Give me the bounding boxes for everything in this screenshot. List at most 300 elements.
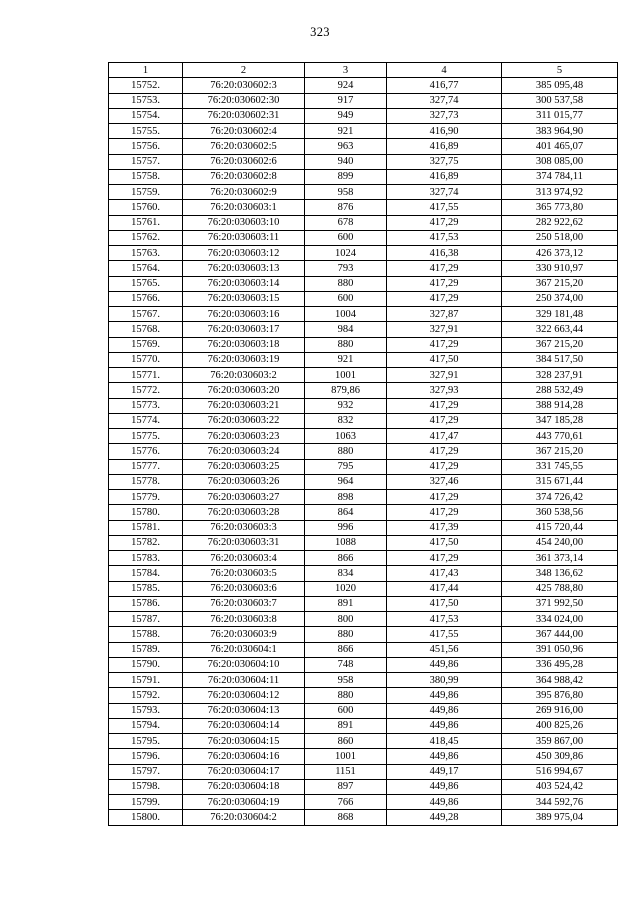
table-cell: 76:20:030603:17: [183, 322, 305, 337]
table-cell: 940: [305, 154, 387, 169]
table-cell: 15800.: [109, 810, 183, 825]
table-cell: 76:20:030603:9: [183, 627, 305, 642]
table-cell: 897: [305, 779, 387, 794]
table-cell: 329 181,48: [502, 307, 618, 322]
table-row: [109, 749, 618, 764]
table-row: [109, 810, 618, 825]
table-cell: 76:20:030603:3: [183, 520, 305, 535]
table-cell: 996: [305, 520, 387, 535]
table-cell: 311 015,77: [502, 108, 618, 123]
table-cell: 449,86: [387, 657, 502, 672]
table-cell: 800: [305, 612, 387, 627]
column-header: 3: [305, 63, 387, 78]
page-number: 323: [310, 25, 330, 39]
table-cell: 76:20:030603:28: [183, 505, 305, 520]
table-cell: 417,55: [387, 627, 502, 642]
table-cell: 15793.: [109, 703, 183, 718]
table-cell: 322 663,44: [502, 322, 618, 337]
table-cell: 449,86: [387, 703, 502, 718]
table-cell: 876: [305, 200, 387, 215]
table-cell: 1004: [305, 307, 387, 322]
table-cell: 15765.: [109, 276, 183, 291]
table-cell: 327,87: [387, 307, 502, 322]
table-cell: 15792.: [109, 688, 183, 703]
table-cell: 832: [305, 413, 387, 428]
table-cell: 76:20:030603:22: [183, 413, 305, 428]
table-cell: 15783.: [109, 551, 183, 566]
table-cell: 866: [305, 642, 387, 657]
table-cell: 417,29: [387, 261, 502, 276]
table-cell: 416,89: [387, 139, 502, 154]
table-cell: 15774.: [109, 413, 183, 428]
table-cell: 76:20:030603:8: [183, 612, 305, 627]
table-cell: 76:20:030602:9: [183, 185, 305, 200]
table-cell: 76:20:030603:26: [183, 474, 305, 489]
table-cell: 15796.: [109, 749, 183, 764]
table-cell: 76:20:030604:19: [183, 795, 305, 810]
table-cell: 15758.: [109, 169, 183, 184]
table-row: [109, 185, 618, 200]
table-cell: 327,93: [387, 383, 502, 398]
table-row: [109, 383, 618, 398]
table-cell: 15760.: [109, 200, 183, 215]
table-cell: 403 524,42: [502, 779, 618, 794]
table-cell: 1001: [305, 368, 387, 383]
table-cell: 449,86: [387, 795, 502, 810]
table-cell: 417,29: [387, 337, 502, 352]
table-cell: 879,86: [305, 383, 387, 398]
table-cell: 401 465,07: [502, 139, 618, 154]
table-cell: 15772.: [109, 383, 183, 398]
table-cell: 76:20:030603:6: [183, 581, 305, 596]
table-cell: 76:20:030604:10: [183, 657, 305, 672]
table-row: [109, 108, 618, 123]
table-cell: 868: [305, 810, 387, 825]
table-cell: 866: [305, 551, 387, 566]
table-cell: 449,28: [387, 810, 502, 825]
column-header: 4: [387, 63, 502, 78]
table-cell: 418,45: [387, 734, 502, 749]
table-cell: 15776.: [109, 444, 183, 459]
table-cell: 328 237,91: [502, 368, 618, 383]
table-row: [109, 276, 618, 291]
table-cell: 250 374,00: [502, 291, 618, 306]
table-cell: 367 215,20: [502, 444, 618, 459]
table-cell: 600: [305, 291, 387, 306]
table-cell: 15777.: [109, 459, 183, 474]
table-row: [109, 734, 618, 749]
table-cell: 15794.: [109, 718, 183, 733]
table-cell: 76:20:030603:27: [183, 490, 305, 505]
table-cell: 15755.: [109, 124, 183, 139]
table-cell: 417,39: [387, 520, 502, 535]
table-cell: 395 876,80: [502, 688, 618, 703]
table-row: [109, 93, 618, 108]
table-cell: 864: [305, 505, 387, 520]
table-cell: 334 024,00: [502, 612, 618, 627]
table-cell: 678: [305, 215, 387, 230]
table-cell: 450 309,86: [502, 749, 618, 764]
table-cell: 924: [305, 78, 387, 93]
table-cell: 76:20:030604:15: [183, 734, 305, 749]
table-row: [109, 291, 618, 306]
table-cell: 984: [305, 322, 387, 337]
table-cell: 454 240,00: [502, 535, 618, 550]
table-cell: 15786.: [109, 596, 183, 611]
table-cell: 15791.: [109, 673, 183, 688]
table-cell: 327,91: [387, 322, 502, 337]
table-row: [109, 596, 618, 611]
table-cell: 899: [305, 169, 387, 184]
table-cell: 76:20:030603:25: [183, 459, 305, 474]
table-row: [109, 627, 618, 642]
table-cell: 963: [305, 139, 387, 154]
table-cell: 360 538,56: [502, 505, 618, 520]
table-cell: 288 532,49: [502, 383, 618, 398]
table-cell: 417,44: [387, 581, 502, 596]
table-cell: 417,29: [387, 551, 502, 566]
table-cell: 15797.: [109, 764, 183, 779]
table-cell: 417,29: [387, 215, 502, 230]
table-cell: 748: [305, 657, 387, 672]
table-cell: 891: [305, 718, 387, 733]
table-cell: 898: [305, 490, 387, 505]
table-cell: 449,86: [387, 779, 502, 794]
table-cell: 76:20:030602:3: [183, 78, 305, 93]
table-cell: 15780.: [109, 505, 183, 520]
table-row: [109, 444, 618, 459]
table-cell: 389 975,04: [502, 810, 618, 825]
column-header: 5: [502, 63, 618, 78]
table-row: [109, 795, 618, 810]
table-cell: 76:20:030604:12: [183, 688, 305, 703]
table-cell: 15752.: [109, 78, 183, 93]
table-cell: 795: [305, 459, 387, 474]
table-body: [109, 78, 618, 825]
table-cell: 15770.: [109, 352, 183, 367]
table-cell: 417,29: [387, 459, 502, 474]
table-cell: 76:20:030603:10: [183, 215, 305, 230]
table-cell: 15768.: [109, 322, 183, 337]
table-cell: 516 994,67: [502, 764, 618, 779]
table-row: [109, 505, 618, 520]
table-cell: 880: [305, 627, 387, 642]
table-cell: 250 518,00: [502, 230, 618, 245]
table-row: [109, 688, 618, 703]
table-cell: 417,29: [387, 444, 502, 459]
table-cell: 391 050,96: [502, 642, 618, 657]
table-cell: 417,29: [387, 291, 502, 306]
table-cell: 344 592,76: [502, 795, 618, 810]
table-row: [109, 261, 618, 276]
table-cell: 76:20:030602:4: [183, 124, 305, 139]
table-row: [109, 246, 618, 261]
table-cell: 417,29: [387, 398, 502, 413]
table-row: [109, 398, 618, 413]
table-cell: 76:20:030603:21: [183, 398, 305, 413]
table-cell: 416,89: [387, 169, 502, 184]
table-cell: 76:20:030602:30: [183, 93, 305, 108]
table-cell: 860: [305, 734, 387, 749]
table-cell: 15761.: [109, 215, 183, 230]
table-row: [109, 307, 618, 322]
table-row: [109, 642, 618, 657]
table-row: [109, 124, 618, 139]
table-cell: 15790.: [109, 657, 183, 672]
table-cell: 417,29: [387, 413, 502, 428]
table-cell: 416,77: [387, 78, 502, 93]
table-cell: 15789.: [109, 642, 183, 657]
table-cell: 327,91: [387, 368, 502, 383]
table-cell: 425 788,80: [502, 581, 618, 596]
table-cell: 76:20:030602:31: [183, 108, 305, 123]
table-cell: 891: [305, 596, 387, 611]
table-cell: 417,29: [387, 490, 502, 505]
column-header: 1: [109, 63, 183, 78]
table-cell: 600: [305, 230, 387, 245]
table-row: [109, 169, 618, 184]
table-row: [109, 673, 618, 688]
table-cell: 15775.: [109, 429, 183, 444]
table-cell: 76:20:030604:11: [183, 673, 305, 688]
table-cell: 15788.: [109, 627, 183, 642]
table-cell: 282 922,62: [502, 215, 618, 230]
table-cell: 15773.: [109, 398, 183, 413]
table-cell: 15753.: [109, 93, 183, 108]
table-cell: 76:20:030602:5: [183, 139, 305, 154]
table-cell: 415 720,44: [502, 520, 618, 535]
table-cell: 76:20:030604:1: [183, 642, 305, 657]
table-cell: 15778.: [109, 474, 183, 489]
table-cell: 365 773,80: [502, 200, 618, 215]
table-row: [109, 139, 618, 154]
table-cell: 958: [305, 185, 387, 200]
table-cell: 766: [305, 795, 387, 810]
cadastral-value-table: [108, 62, 618, 826]
table-cell: 949: [305, 108, 387, 123]
table-cell: 308 085,00: [502, 154, 618, 169]
table-row: [109, 337, 618, 352]
table-cell: 15779.: [109, 490, 183, 505]
table-cell: 367 215,20: [502, 337, 618, 352]
table-cell: 383 964,90: [502, 124, 618, 139]
table-cell: 76:20:030603:14: [183, 276, 305, 291]
table-cell: 327,74: [387, 93, 502, 108]
table-row: [109, 230, 618, 245]
table-cell: 384 517,50: [502, 352, 618, 367]
table-cell: 880: [305, 688, 387, 703]
table-cell: 359 867,00: [502, 734, 618, 749]
table-cell: 76:20:030603:11: [183, 230, 305, 245]
table-row: [109, 535, 618, 550]
table-cell: 15766.: [109, 291, 183, 306]
table-cell: 15784.: [109, 566, 183, 581]
table-cell: 367 444,00: [502, 627, 618, 642]
table-row: [109, 413, 618, 428]
table-cell: 932: [305, 398, 387, 413]
table-cell: 327,74: [387, 185, 502, 200]
table-cell: 76:20:030604:2: [183, 810, 305, 825]
table-cell: 300 537,58: [502, 93, 618, 108]
table-row: [109, 718, 618, 733]
table-cell: 416,38: [387, 246, 502, 261]
table-row: [109, 215, 618, 230]
table-cell: 348 136,62: [502, 566, 618, 581]
table-cell: 371 992,50: [502, 596, 618, 611]
table-cell: 449,17: [387, 764, 502, 779]
table-cell: 15759.: [109, 185, 183, 200]
table-cell: 417,29: [387, 505, 502, 520]
table-cell: 76:20:030603:31: [183, 535, 305, 550]
table-cell: 315 671,44: [502, 474, 618, 489]
table-cell: 330 910,97: [502, 261, 618, 276]
table-cell: 417,29: [387, 276, 502, 291]
table-row: [109, 200, 618, 215]
table-cell: 76:20:030602:8: [183, 169, 305, 184]
table-cell: 327,75: [387, 154, 502, 169]
table-cell: 426 373,12: [502, 246, 618, 261]
table-cell: 1151: [305, 764, 387, 779]
table-cell: 15769.: [109, 337, 183, 352]
table-row: [109, 490, 618, 505]
table-cell: 15781.: [109, 520, 183, 535]
table-cell: 793: [305, 261, 387, 276]
table-cell: 417,43: [387, 566, 502, 581]
table-cell: 76:20:030604:14: [183, 718, 305, 733]
table-cell: 76:20:030603:16: [183, 307, 305, 322]
table-cell: 76:20:030603:4: [183, 551, 305, 566]
table-row: [109, 779, 618, 794]
table-cell: 367 215,20: [502, 276, 618, 291]
table-cell: 76:20:030603:19: [183, 352, 305, 367]
table-cell: 400 825,26: [502, 718, 618, 733]
table-row: [109, 429, 618, 444]
table-cell: 417,50: [387, 352, 502, 367]
table-cell: 15757.: [109, 154, 183, 169]
table-cell: 15799.: [109, 795, 183, 810]
table-cell: 1001: [305, 749, 387, 764]
table-row: [109, 764, 618, 779]
table-cell: 15754.: [109, 108, 183, 123]
table-row: [109, 368, 618, 383]
table-row: [109, 352, 618, 367]
table-cell: 880: [305, 337, 387, 352]
table-cell: 15798.: [109, 779, 183, 794]
table-row: [109, 154, 618, 169]
table-cell: 449,86: [387, 688, 502, 703]
table-cell: 15764.: [109, 261, 183, 276]
table-cell: 385 095,48: [502, 78, 618, 93]
table-row: [109, 474, 618, 489]
table-cell: 921: [305, 124, 387, 139]
table-cell: 921: [305, 352, 387, 367]
table-cell: 451,56: [387, 642, 502, 657]
table-cell: 417,55: [387, 200, 502, 215]
table-cell: 417,53: [387, 230, 502, 245]
table-cell: 917: [305, 93, 387, 108]
table-cell: 15762.: [109, 230, 183, 245]
table-cell: 76:20:030604:13: [183, 703, 305, 718]
table-cell: 76:20:030603:2: [183, 368, 305, 383]
table-cell: 76:20:030603:24: [183, 444, 305, 459]
table-cell: 600: [305, 703, 387, 718]
table-cell: 76:20:030602:6: [183, 154, 305, 169]
table-cell: 15756.: [109, 139, 183, 154]
table-cell: 76:20:030603:5: [183, 566, 305, 581]
table-cell: 417,47: [387, 429, 502, 444]
table-row: [109, 612, 618, 627]
column-header: 2: [183, 63, 305, 78]
table-row: [109, 566, 618, 581]
table-cell: 416,90: [387, 124, 502, 139]
table-cell: 15795.: [109, 734, 183, 749]
table-cell: 364 988,42: [502, 673, 618, 688]
table-cell: 417,50: [387, 535, 502, 550]
table-cell: 380,99: [387, 673, 502, 688]
table-cell: 327,73: [387, 108, 502, 123]
table-cell: 374 726,42: [502, 490, 618, 505]
table-cell: 15785.: [109, 581, 183, 596]
table-cell: 269 916,00: [502, 703, 618, 718]
table-cell: 1020: [305, 581, 387, 596]
table-cell: 327,46: [387, 474, 502, 489]
table-cell: 331 745,55: [502, 459, 618, 474]
table-row: [109, 322, 618, 337]
table-cell: 374 784,11: [502, 169, 618, 184]
header-row: [109, 63, 618, 78]
table-row: [109, 657, 618, 672]
table-cell: 15767.: [109, 307, 183, 322]
table-cell: 417,53: [387, 612, 502, 627]
table-cell: 880: [305, 444, 387, 459]
table-cell: 443 770,61: [502, 429, 618, 444]
table-cell: 880: [305, 276, 387, 291]
table-cell: 417,50: [387, 596, 502, 611]
table-cell: 1088: [305, 535, 387, 550]
table-row: [109, 459, 618, 474]
table-cell: 1063: [305, 429, 387, 444]
table-cell: 15763.: [109, 246, 183, 261]
table-cell: 15771.: [109, 368, 183, 383]
table-cell: 15787.: [109, 612, 183, 627]
table-cell: 76:20:030603:7: [183, 596, 305, 611]
table-cell: 76:20:030603:23: [183, 429, 305, 444]
table-cell: 347 185,28: [502, 413, 618, 428]
table-cell: 76:20:030603:1: [183, 200, 305, 215]
table-cell: 76:20:030604:17: [183, 764, 305, 779]
table-cell: 388 914,28: [502, 398, 618, 413]
table-cell: 76:20:030604:18: [183, 779, 305, 794]
table-cell: 76:20:030604:16: [183, 749, 305, 764]
table-row: [109, 703, 618, 718]
table-row: [109, 581, 618, 596]
table-cell: 76:20:030603:20: [183, 383, 305, 398]
table-cell: 76:20:030603:12: [183, 246, 305, 261]
table-cell: 1024: [305, 246, 387, 261]
table-cell: 76:20:030603:15: [183, 291, 305, 306]
table-cell: 15782.: [109, 535, 183, 550]
table-row: [109, 551, 618, 566]
table-cell: 449,86: [387, 749, 502, 764]
table-cell: 449,86: [387, 718, 502, 733]
table-cell: 76:20:030603:13: [183, 261, 305, 276]
table-cell: 76:20:030603:18: [183, 337, 305, 352]
table-cell: 313 974,92: [502, 185, 618, 200]
table-row: [109, 78, 618, 93]
table-cell: 958: [305, 673, 387, 688]
table-cell: 964: [305, 474, 387, 489]
table-cell: 361 373,14: [502, 551, 618, 566]
